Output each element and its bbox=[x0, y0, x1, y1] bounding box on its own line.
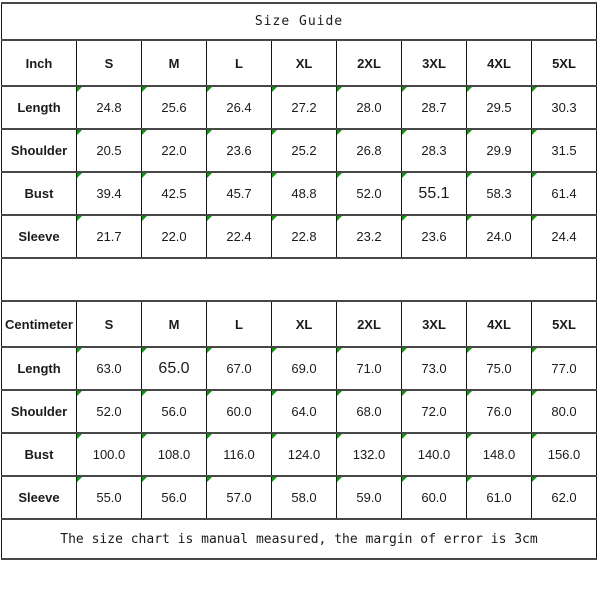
cell-corner-marker-icon bbox=[142, 216, 147, 221]
cell-corner-marker-icon bbox=[337, 216, 342, 221]
cell-corner-marker-icon bbox=[467, 477, 472, 482]
size-value-cell bbox=[272, 433, 337, 476]
size-value: 55.0 bbox=[96, 490, 122, 505]
size-column-header: 3XL bbox=[402, 301, 467, 347]
measure-label-cell: Length bbox=[2, 347, 77, 390]
size-value-cell bbox=[207, 433, 272, 476]
size-value: 22.0 bbox=[161, 229, 187, 244]
size-value: 29.9 bbox=[486, 143, 512, 158]
size-value: 61.0 bbox=[486, 490, 512, 505]
size-value: 42.5 bbox=[161, 186, 187, 201]
cell-corner-marker-icon bbox=[402, 477, 407, 482]
size-value-cell bbox=[272, 347, 337, 390]
size-value: 148.0 bbox=[482, 447, 516, 462]
size-value-cell bbox=[207, 390, 272, 433]
cell-corner-marker-icon bbox=[272, 130, 277, 135]
cell-corner-marker-icon bbox=[467, 87, 472, 92]
size-value: 22.0 bbox=[161, 143, 187, 158]
size-value-cell bbox=[77, 129, 142, 172]
cell-corner-marker-icon bbox=[207, 216, 212, 221]
size-value: 23.6 bbox=[226, 143, 252, 158]
size-value: 24.0 bbox=[486, 229, 512, 244]
cell-corner-marker-icon bbox=[272, 434, 277, 439]
size-value: 67.0 bbox=[226, 361, 252, 376]
cell-corner-marker-icon bbox=[337, 434, 342, 439]
size-column-header: 5XL bbox=[532, 301, 597, 347]
size-column-header: XL bbox=[272, 301, 337, 347]
cell-corner-marker-icon bbox=[532, 173, 537, 178]
size-column-header: S bbox=[77, 40, 142, 86]
cell-corner-marker-icon bbox=[142, 348, 147, 353]
cell-corner-marker-icon bbox=[207, 173, 212, 178]
size-value-cell bbox=[402, 347, 467, 390]
cell-corner-marker-icon bbox=[77, 348, 82, 353]
size-column-header: 2XL bbox=[337, 301, 402, 347]
cell-corner-marker-icon bbox=[272, 87, 277, 92]
size-guide-table bbox=[1, 2, 597, 560]
size-value: 24.8 bbox=[96, 100, 122, 115]
cell-corner-marker-icon bbox=[142, 434, 147, 439]
size-value: 24.4 bbox=[551, 229, 577, 244]
size-value: 73.0 bbox=[421, 361, 447, 376]
size-value-cell bbox=[532, 347, 597, 390]
size-column-header: S bbox=[77, 301, 142, 347]
table-row bbox=[2, 433, 597, 476]
measure-label-cell: Length bbox=[2, 86, 77, 129]
size-value: 56.0 bbox=[161, 490, 187, 505]
size-value: 75.0 bbox=[486, 361, 512, 376]
size-value-cell bbox=[337, 86, 402, 129]
size-value-cell bbox=[337, 433, 402, 476]
cell-corner-marker-icon bbox=[467, 130, 472, 135]
size-value: 45.7 bbox=[226, 186, 252, 201]
size-value: 57.0 bbox=[226, 490, 252, 505]
size-value-cell bbox=[142, 476, 207, 519]
size-value-cell bbox=[142, 86, 207, 129]
size-column-header: M bbox=[142, 40, 207, 86]
size-column-header: 4XL bbox=[467, 301, 532, 347]
size-value: 64.0 bbox=[291, 404, 317, 419]
table-spacer-row bbox=[2, 258, 597, 301]
size-value-cell bbox=[77, 476, 142, 519]
size-column-header: L bbox=[207, 301, 272, 347]
cell-corner-marker-icon bbox=[207, 130, 212, 135]
size-value: 29.5 bbox=[486, 100, 512, 115]
cell-corner-marker-icon bbox=[402, 216, 407, 221]
size-value-cell bbox=[532, 476, 597, 519]
size-value: 58.0 bbox=[291, 490, 317, 505]
size-value: 60.0 bbox=[226, 404, 252, 419]
measure-label-cell: Sleeve bbox=[2, 215, 77, 258]
size-value: 62.0 bbox=[551, 490, 577, 505]
cell-corner-marker-icon bbox=[207, 391, 212, 396]
cell-corner-marker-icon bbox=[532, 87, 537, 92]
size-value-cell bbox=[467, 433, 532, 476]
cell-corner-marker-icon bbox=[337, 477, 342, 482]
size-value: 20.5 bbox=[96, 143, 122, 158]
cell-corner-marker-icon bbox=[142, 391, 147, 396]
cell-corner-marker-icon bbox=[142, 130, 147, 135]
size-value-cell bbox=[402, 433, 467, 476]
cell-corner-marker-icon bbox=[467, 173, 472, 178]
size-column-header: M bbox=[142, 301, 207, 347]
size-value-cell bbox=[272, 172, 337, 215]
cell-corner-marker-icon bbox=[142, 87, 147, 92]
size-value: 56.0 bbox=[161, 404, 187, 419]
cell-corner-marker-icon bbox=[272, 477, 277, 482]
size-value: 71.0 bbox=[356, 361, 382, 376]
size-value: 23.2 bbox=[356, 229, 382, 244]
cell-corner-marker-icon bbox=[77, 434, 82, 439]
size-value-cell bbox=[207, 172, 272, 215]
cell-corner-marker-icon bbox=[532, 477, 537, 482]
size-value-cell bbox=[337, 476, 402, 519]
size-value: 65.0 bbox=[158, 359, 190, 377]
size-value-cell bbox=[532, 172, 597, 215]
table-row bbox=[2, 347, 597, 390]
footer-note: The size chart is manual measured, the margin of error is 3cm bbox=[2, 519, 597, 559]
size-value-cell bbox=[77, 347, 142, 390]
size-value-cell bbox=[467, 86, 532, 129]
cell-corner-marker-icon bbox=[532, 348, 537, 353]
spacer-cell bbox=[2, 258, 597, 301]
cell-corner-marker-icon bbox=[207, 434, 212, 439]
cell-corner-marker-icon bbox=[337, 173, 342, 178]
cell-corner-marker-icon bbox=[207, 348, 212, 353]
size-value-cell bbox=[337, 390, 402, 433]
size-value: 25.2 bbox=[291, 143, 317, 158]
size-value: 76.0 bbox=[486, 404, 512, 419]
cell-corner-marker-icon bbox=[77, 391, 82, 396]
cell-corner-marker-icon bbox=[532, 434, 537, 439]
measure-label-cell: Sleeve bbox=[2, 476, 77, 519]
size-value-cell bbox=[402, 172, 467, 215]
cell-corner-marker-icon bbox=[337, 130, 342, 135]
size-value-cell bbox=[272, 390, 337, 433]
size-value-cell bbox=[532, 215, 597, 258]
table-row bbox=[2, 129, 597, 172]
size-value: 22.4 bbox=[226, 229, 252, 244]
cell-corner-marker-icon bbox=[272, 348, 277, 353]
cell-corner-marker-icon bbox=[337, 391, 342, 396]
cell-corner-marker-icon bbox=[77, 216, 82, 221]
size-value-cell bbox=[467, 129, 532, 172]
cell-corner-marker-icon bbox=[532, 130, 537, 135]
title-row bbox=[2, 3, 597, 40]
table-row bbox=[2, 215, 597, 258]
size-value: 48.8 bbox=[291, 186, 317, 201]
size-value-cell bbox=[402, 129, 467, 172]
cell-corner-marker-icon bbox=[402, 173, 407, 178]
size-value: 116.0 bbox=[223, 447, 255, 462]
size-value-cell bbox=[207, 215, 272, 258]
size-value: 100.0 bbox=[92, 447, 126, 462]
size-value-cell bbox=[207, 347, 272, 390]
size-value-cell bbox=[272, 86, 337, 129]
size-value: 156.0 bbox=[547, 447, 581, 462]
size-value: 58.3 bbox=[486, 186, 512, 201]
size-value: 28.7 bbox=[421, 100, 447, 115]
size-value-cell bbox=[402, 86, 467, 129]
size-value-cell bbox=[532, 390, 597, 433]
header-row-centimeter bbox=[2, 301, 597, 347]
size-value-cell bbox=[142, 215, 207, 258]
cell-corner-marker-icon bbox=[77, 130, 82, 135]
cell-corner-marker-icon bbox=[402, 87, 407, 92]
cell-corner-marker-icon bbox=[272, 173, 277, 178]
cell-corner-marker-icon bbox=[467, 216, 472, 221]
size-value: 28.3 bbox=[421, 143, 447, 158]
measure-label-cell: Bust bbox=[2, 433, 77, 476]
cell-corner-marker-icon bbox=[142, 173, 147, 178]
size-value: 23.6 bbox=[421, 229, 447, 244]
cell-corner-marker-icon bbox=[467, 348, 472, 353]
size-value-cell bbox=[207, 129, 272, 172]
cell-corner-marker-icon bbox=[77, 87, 82, 92]
size-value-cell bbox=[337, 215, 402, 258]
size-column-header: 5XL bbox=[532, 40, 597, 86]
size-value: 77.0 bbox=[551, 361, 577, 376]
size-value-cell bbox=[402, 390, 467, 433]
cell-corner-marker-icon bbox=[207, 477, 212, 482]
size-value: 80.0 bbox=[551, 404, 577, 419]
size-value: 59.0 bbox=[356, 490, 382, 505]
cell-corner-marker-icon bbox=[402, 434, 407, 439]
measure-label-cell: Bust bbox=[2, 172, 77, 215]
size-value-cell bbox=[207, 476, 272, 519]
table-row bbox=[2, 390, 597, 433]
cell-corner-marker-icon bbox=[402, 130, 407, 135]
size-value-cell bbox=[467, 476, 532, 519]
size-value: 69.0 bbox=[291, 361, 317, 376]
cell-corner-marker-icon bbox=[77, 477, 82, 482]
cell-corner-marker-icon bbox=[207, 87, 212, 92]
size-value-cell bbox=[467, 172, 532, 215]
size-value: 26.8 bbox=[356, 143, 382, 158]
size-value: 28.0 bbox=[356, 100, 382, 115]
size-value-cell bbox=[142, 347, 207, 390]
cell-corner-marker-icon bbox=[272, 391, 277, 396]
size-value-cell bbox=[272, 215, 337, 258]
table-row bbox=[2, 172, 597, 215]
measure-label-cell: Shoulder bbox=[2, 390, 77, 433]
size-value: 72.0 bbox=[421, 404, 447, 419]
size-value-cell bbox=[77, 215, 142, 258]
size-value-cell bbox=[337, 129, 402, 172]
size-column-header: 2XL bbox=[337, 40, 402, 86]
size-value: 52.0 bbox=[96, 404, 122, 419]
size-column-header: L bbox=[207, 40, 272, 86]
size-value: 31.5 bbox=[551, 143, 577, 158]
size-value-cell bbox=[532, 129, 597, 172]
cell-corner-marker-icon bbox=[402, 348, 407, 353]
cell-corner-marker-icon bbox=[272, 216, 277, 221]
size-value-cell bbox=[142, 172, 207, 215]
page-title: Size Guide bbox=[2, 3, 597, 40]
size-value: 27.2 bbox=[291, 100, 317, 115]
cell-corner-marker-icon bbox=[467, 391, 472, 396]
size-value-cell bbox=[142, 390, 207, 433]
cell-corner-marker-icon bbox=[402, 391, 407, 396]
size-value: 26.4 bbox=[226, 100, 252, 115]
size-value-cell bbox=[402, 476, 467, 519]
cell-corner-marker-icon bbox=[467, 434, 472, 439]
header-row-inch bbox=[2, 40, 597, 86]
cell-corner-marker-icon bbox=[337, 348, 342, 353]
size-value: 55.1 bbox=[418, 184, 450, 202]
size-value: 25.6 bbox=[161, 100, 187, 115]
size-value: 63.0 bbox=[96, 361, 122, 376]
size-value-cell bbox=[532, 433, 597, 476]
size-column-header: 4XL bbox=[467, 40, 532, 86]
unit-header-cell: Centimeter bbox=[2, 301, 77, 347]
size-value-cell bbox=[402, 215, 467, 258]
size-value: 21.7 bbox=[96, 229, 122, 244]
size-value-cell bbox=[207, 86, 272, 129]
unit-header-cell: Inch bbox=[2, 40, 77, 86]
size-value-cell bbox=[467, 215, 532, 258]
size-value: 30.3 bbox=[551, 100, 577, 115]
size-value: 108.0 bbox=[157, 447, 191, 462]
size-value-cell bbox=[142, 129, 207, 172]
cell-corner-marker-icon bbox=[532, 216, 537, 221]
size-value: 39.4 bbox=[96, 186, 122, 201]
size-value-cell bbox=[77, 433, 142, 476]
size-value-cell bbox=[532, 86, 597, 129]
size-value: 132.0 bbox=[352, 447, 386, 462]
size-value: 68.0 bbox=[356, 404, 382, 419]
table-row bbox=[2, 86, 597, 129]
size-value-cell bbox=[77, 172, 142, 215]
size-value-cell bbox=[77, 390, 142, 433]
cell-corner-marker-icon bbox=[142, 477, 147, 482]
size-value-cell bbox=[272, 129, 337, 172]
size-value-cell bbox=[142, 433, 207, 476]
size-value: 60.0 bbox=[421, 490, 447, 505]
size-value-cell bbox=[337, 347, 402, 390]
cell-corner-marker-icon bbox=[337, 87, 342, 92]
size-value-cell bbox=[467, 390, 532, 433]
cell-corner-marker-icon bbox=[532, 391, 537, 396]
cell-corner-marker-icon bbox=[77, 173, 82, 178]
size-value: 124.0 bbox=[287, 447, 321, 462]
size-value-cell bbox=[467, 347, 532, 390]
size-value-cell bbox=[77, 86, 142, 129]
size-column-header: 3XL bbox=[402, 40, 467, 86]
size-value: 52.0 bbox=[356, 186, 382, 201]
size-value: 140.0 bbox=[417, 447, 451, 462]
measure-label-cell: Shoulder bbox=[2, 129, 77, 172]
size-value: 22.8 bbox=[291, 229, 317, 244]
table-row bbox=[2, 476, 597, 519]
footer-row bbox=[2, 519, 597, 559]
size-value-cell bbox=[272, 476, 337, 519]
size-value-cell bbox=[337, 172, 402, 215]
size-value: 61.4 bbox=[551, 186, 577, 201]
size-column-header: XL bbox=[272, 40, 337, 86]
